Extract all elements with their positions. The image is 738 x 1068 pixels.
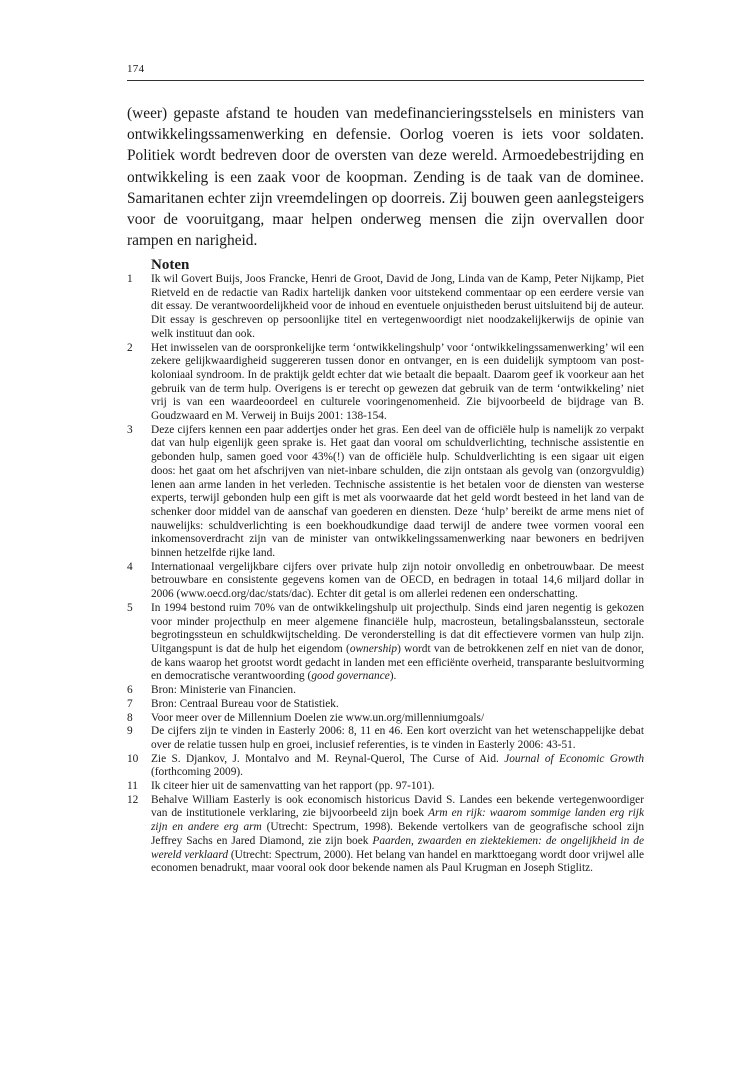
note-number: 8 (127, 711, 133, 724)
note-number: 3 (127, 423, 133, 436)
note-text-segment: (forthcoming 2009). (151, 766, 243, 779)
note-text: Bron: Centraal Bureau voor de Statistiek. (151, 697, 339, 710)
note-text-segment: (Utrecht: Spectrum, 1998). Bekende vertolkers van de geografische school zijn Jeffrey Sachs en Jared Diamond, zie zijn boek (151, 821, 644, 847)
note-1 (127, 273, 644, 342)
notes-heading: Noten (151, 257, 190, 273)
note-12 (127, 794, 644, 876)
note-11 (127, 780, 644, 794)
note-text: De cijfers zijn te vinden in Easterly 2006: 8, 11 en 46. Een kort overzicht van het wetenschappelijke debat over de relatie tussen hulp en groei, inclusief referenties, is te vinden in Easterly 2006: 43-51. (151, 725, 644, 751)
note-italic-term: good governance (311, 670, 390, 683)
note-7 (127, 698, 644, 712)
note-number: 12 (127, 793, 139, 806)
note-text-segment: (Utrecht: Spectrum, 2000). Het belang van handel en markttoegang wordt door vrijwel alle economen benadrukt, maar vooral ook door bekende namen als Paul Krugman en Joseph Stiglitz. (151, 848, 645, 875)
note-text (151, 602, 644, 684)
note-number: 11 (127, 780, 138, 793)
note-number: 4 (127, 560, 133, 573)
note-number: 5 (127, 601, 133, 614)
book-title: Paarden, zwaarden en ziektekiemen: de ongelijkheid in de wereld verklaard (151, 834, 645, 861)
note-number: 1 (127, 273, 133, 285)
header-rule (127, 80, 644, 81)
note-3 (127, 424, 644, 561)
note-text: Voor meer over de Millennium Doelen zie www.un.org/millenniumgoals/ (151, 711, 485, 724)
note-text-segment: In 1994 bestond ruim 70% van de ontwikkelingshulp uit projecthulp. Sinds eind jaren negentig is gekozen voor minder projecthulp en meer algemene financiële hulp, macrosteun, betalingsbalanssteun, sectorale begrotingssteun en schuldkwijtschelding. De veronderstelling is dat dit effectievere vormen van hulp zijn. Uitgangspunt is dat de hulp het eigendom ( (151, 601, 644, 655)
note-8 (127, 712, 644, 726)
note-text-segment: Zie S. Djankov, J. Montalvo and M. Reynal-Querol, The Curse of Aid. (151, 752, 505, 765)
note-2 (127, 342, 644, 424)
notes-list (127, 273, 644, 876)
note-9 (127, 725, 644, 752)
body-paragraph: (weer) gepaste afstand te houden van medefinancieringsstelsels en ministers van ontwikkelingssamenwerking en defensie. Oorlog voeren is iets voor soldaten. Politiek wordt bedreven door de oversten van deze wereld. Armoedebestrijding en ontwikkeling is een zaak voor de koopman. Zending is de taak van de dominee. Samaritanen echter zijn vreemdelingen op doorreis. Zij bouwen geen aanlegsteigers voor de vooruitgang, maar helpen onderweg mensen die zijn overvallen door rampen en narigheid. (127, 105, 644, 250)
journal-title: Journal of Economic Growth (504, 752, 644, 765)
note-5 (127, 602, 644, 684)
note-text: Ik wil Govert Buijs, Joos Francke, Henri de Groot, David de Jong, Linda van de Kamp, Peter Nijkamp, Piet Rietveld en de redactie van Radix hartelijk danken voor uitstekend commentaar op een eerdere versie van dit essay. De verantwoordelijkheid voor de inhoud en eventuele onjuistheden berust uitsluitend bij de auteur. Dit essay is geschreven op persoonlijke titel en vertegenwoordigt niet noodzakelijkerwijs de opinie van welk instituut dan ook. (151, 273, 644, 340)
note-number: 7 (127, 697, 133, 710)
note-text-segment: ) wordt van de betrokkenen zelf en niet van de donor, de kans waarop het grootst wordt gedacht in landen met een efficiënte overheid, transparante besluitvorming en democratische verantwoording ( (151, 642, 644, 683)
note-4 (127, 561, 644, 602)
note-number: 2 (127, 341, 133, 354)
note-text-segment: Behalve William Easterly is ook economisch historicus David S. Landes een bekende vertegenwoordiger van de institutionele verklaring, zie bijvoorbeeld zijn boek (151, 793, 644, 820)
note-text-segment: ). (389, 670, 397, 683)
note-text (151, 753, 644, 780)
note-6 (127, 684, 644, 698)
note-text (151, 794, 644, 876)
note-text: Ik citeer hier uit de samenvatting van het rapport (pp. 97-101). (151, 780, 435, 793)
note-text: Bron: Ministerie van Financien. (151, 684, 296, 697)
note-10 (127, 753, 644, 780)
note-number: 10 (127, 752, 139, 765)
page-number: 174 (127, 63, 145, 75)
note-text: Internationaal vergelijkbare cijfers over private hulp zijn notoir onvolledig en onbetrouwbaar. De meest betrouwbare en consistente gegevens komen van de OECD, en bedragen in totaal 14,6 miljard dollar in 2006 (www.oecd.org/dac/stats/dac). Echter dit getal is om allerlei redenen een onderschatting. (151, 560, 644, 601)
note-text: Deze cijfers kennen een paar addertjes onder het gras. Een deel van de officiële hulp is namelijk zo verpakt dat van hulp eigenlijk geen sprake is. Het gaat dan vooral om schuldverlichting, technische assistentie en gebonden hulp, samen goed voor 43%(!) van de officiële hulp. Schuldverlichting is een sigaar uit eigen doos: het gaat om het afschrijven van niet-inbare schulden, die zijn ontstaan als gevolg van (onzorgvuldig) lenen aan arme landen in het verleden. Technische assistentie is het betalen voor de diensten van westerse experts, terwijl gebonden hulp een gift is met als voorwaarde dat het geld wordt besteed in het land van de schenker door middel van de aanschaf van goederen en diensten. Deze ‘hulp’ bereikt de arme mens niet of nauwelijks: schuldverlichting is een boekhoudkundige daad terwijl de andere twee vormen vooral een inkomensoverdracht zijn van de minister van ontwikkelingssamenwerking naar bewoners en bedrijven binnen hetzelfde rijke land. (151, 423, 644, 560)
note-text: Het inwisselen van de oorspronkelijke term ‘ontwikkelingshulp’ voor ‘ontwikkelingssamenwerking’ wil een zekere gelijkwaardigheid suggereren tussen donor en ontvanger, en is een duidelijk symptoom van post-koloniaal syndroom. In de praktijk geldt echter dat wie betaalt die bepaalt. Daarom geef ik voorkeur aan het gebruik van de term hulp. Overigens is er terecht op gewezen dat gebruik van de term ‘ontwikkeling’ niet vrij is van een waardeoordeel en culturele vooringenomenheid. Zie bijvoorbeeld de bijdrage van B. Goudzwaard en M. Verweij in Buijs 2001: 138-154. (151, 341, 644, 423)
note-number: 6 (127, 684, 133, 697)
note-italic-term: ownership (349, 642, 398, 655)
note-number: 9 (127, 725, 133, 738)
book-title: Arm en rijk: waarom sommige landen erg rijk zijn en andere erg arm (151, 807, 644, 834)
